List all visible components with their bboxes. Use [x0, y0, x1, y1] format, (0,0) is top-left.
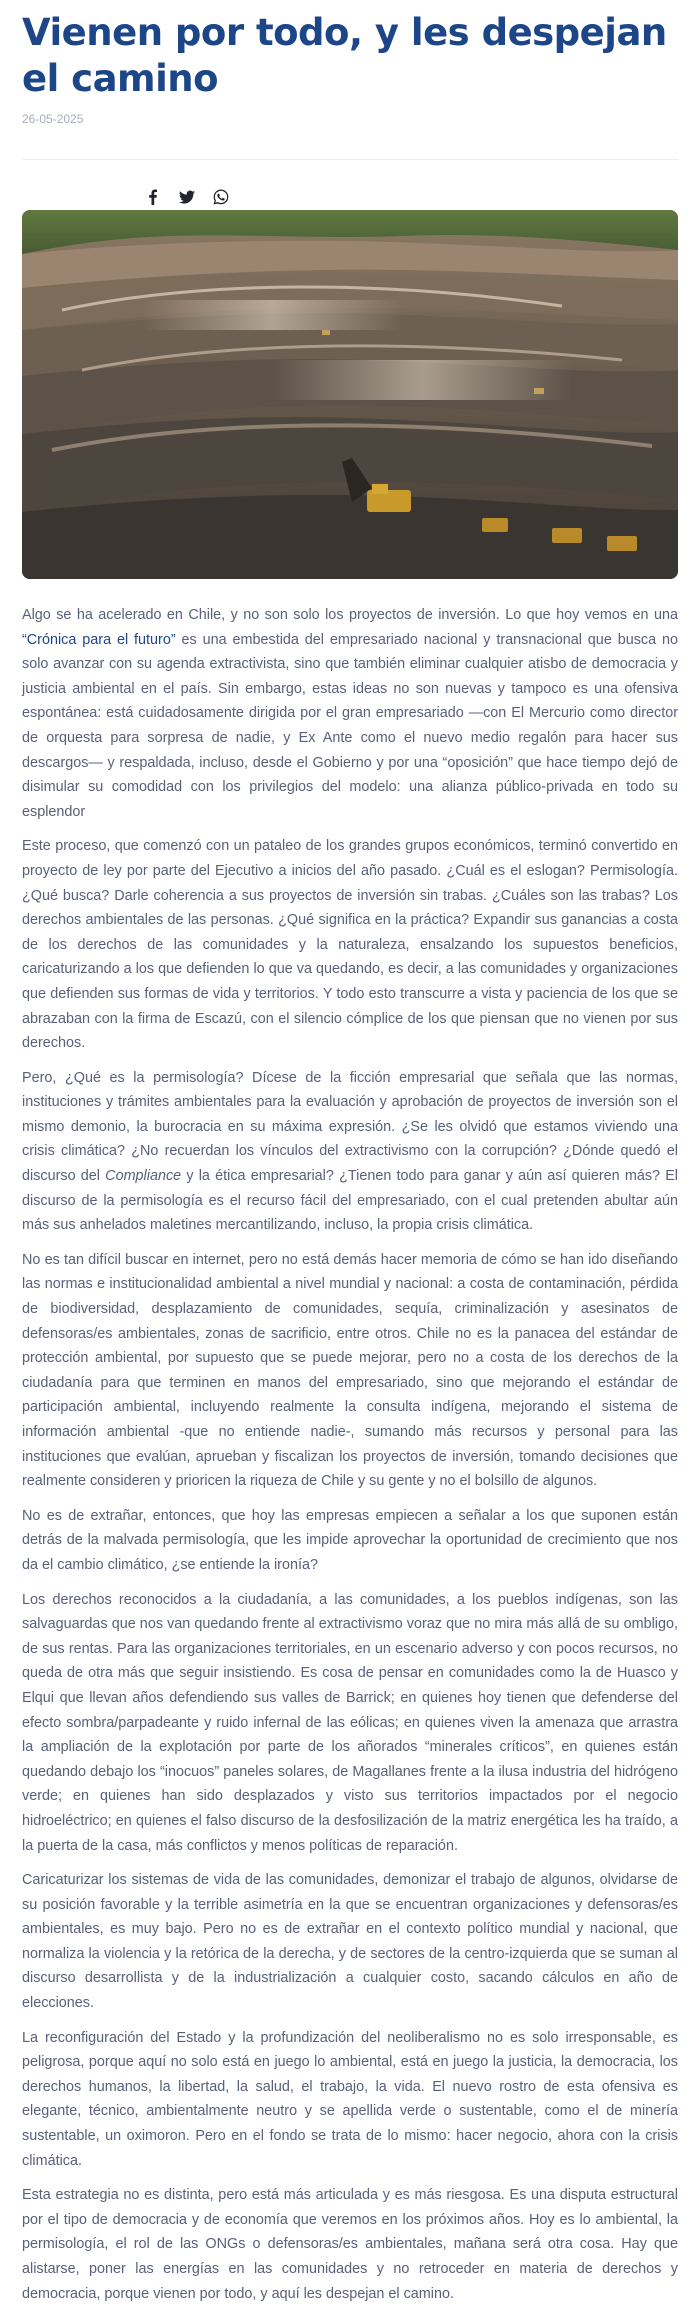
paragraph: Este proceso, que comenzó con un pataleo de los grandes grupos económicos, terminó convertido en proyecto de ley por parte del Ejecutivo a inicios del año pasado. ¿Cuál es el eslogan? Permisología. ¿Qué busca? Darle coherencia a sus proyectos de inversión sin trabas. ¿Cuáles son las trabas? Los derechos ambientales de las personas. ¿Qué significa en la práctica? Expandir sus ganancias a costa de los derechos de las comunidades y la naturaleza, ensalzando los supuestos beneficios, caricaturizando a los que defienden lo que va quedando, es decir, a las comunidades y organizaciones que defienden sus formas de vida y territorios. Y todo esto transcurre a vista y paciencia de los que se abrazaban con la firma de Escazú, con el silencio cómplice de los que piensan que no vienen por sus derechos. [22, 838, 678, 1052]
article-date: 26-05-2025 [22, 112, 84, 126]
paragraph: La reconfiguración del Estado y la profundización del neoliberalismo no es solo irresponsable, es peligrosa, porque aquí no solo está en juego lo ambiental, está en juego la justicia, la democracia, los derechos humanos, la libertad, la salud, el trabajo, la vida. El nuevo rostro de esta ofensiva es elegante, técnico, ambientalmente neutro y se apellida verde o sustentable, como el de minería sustentable, un oximoron. Pero en el fondo se trata de lo mismo: hacer negocio, ahora con la crisis climática. [22, 2029, 678, 2169]
paragraph: Algo se ha acelerado en Chile, y no son solo los proyectos de inversión. Lo que hoy vemos en una “Crónica para el futuro” es una embestida del empresariado nacional y transnacional que busca no solo avanzar con su agenda extractivista, sino que también eliminar cualquier atisbo de democracia y justicia ambiental en el país. Sin embargo, estas ideas no son nuevas y tampoco es una ofensiva espontánea: está cuidadosamente dirigida por el gran empresariado —con El Mercurio como director de orquesta para sorpresa de nadie, y Ex Ante como el nuevo medio regalón para hacer sus descargos— y respaldada, incluso, desde el Gobierno y por una “oposición” que hace tiempo dejó de disimular su comodidad con los privilegios del modelo: una alianza público-privada en todo su esplendor [22, 607, 678, 820]
whatsapp-icon[interactable] [213, 189, 229, 205]
hero-image [22, 210, 678, 579]
twitter-icon[interactable] [179, 189, 195, 205]
paragraph: No es tan difícil buscar en internet, pero no está demás hacer memoria de cómo se han ido diseñando las normas e institucionalidad ambiental a nivel mundial y nacional: a costa de contaminación, pérdida de biodiversidad, desplazamiento de comunidades, sequía, criminalización y asesinatos de defensoras/es ambientales, zonas de sacrificio, entre otros. Chile no es la panacea del estándar de protección ambiental, por supuesto que se puede mejorar, pero no a costa de los derechos de la ciudadanía para que terminen en manos del empresariado, sino que mejorando el estándar de participación ambiental, incluyendo realmente la consulta indígena, mejorando el sistema de información ambiental -que no entiende nadie-, sumando más recursos y personal para las instituciones que evalúan, aprueban y fiscalizan los proyectos de inversión, tomando decisiones que realmente consideren y prioricen la riqueza de Chile y su gente y no el bolsillo de algunos. [22, 1251, 678, 1490]
paragraph: Caricaturizar los sistemas de vida de las comunidades, demonizar el trabajo de algunos, olvidarse de su posición favorable y la terrible asimetría en la que se encuentran organizaciones y defensoras/es ambientales, es muy bajo. Pero no es de extrañar en el contexto político mundial y nacional, que normaliza la violencia y la retórica de la derecha, y de sectores de la centro-izquierda que se suman al discurso desarrollista y de la industrialización a cualquier costo, sacando cálculos en año de elecciones. [22, 1872, 678, 2012]
facebook-icon[interactable] [145, 189, 161, 205]
paragraph: No es de extrañar, entonces, que hoy las empresas empiecen a señalar a los que suponen están detrás de la malvada permisología, que les impide aprovechar la oportunidad de crecimiento que nos da el cambio climático, ¿se entiende la ironía? [22, 1507, 678, 1573]
share-bar [145, 188, 229, 206]
paragraph: Esta estrategia no es distinta, pero está más articulada y es más riesgosa. Es una disputa estructural por el tipo de democracia y de economía que veremos en los próximos años. Hoy es lo ambiental, la permisología, el rol de las ONGs o defensoras/es ambientales, mañana será otra cosa. Hay que alistarse, poner las energías en las comunidades y no retroceder en materia de derechos y democracia, porque vienen por todo, y aquí les despejan el camino. [22, 2187, 678, 2302]
paragraph: Pero, ¿Qué es la permisología? Dícese de la ficción empresarial que señala que las normas, instituciones y trámites ambientales para la evaluación y aprobación de proyectos de inversión son el mismo demonio, la burocracia en su máxima expresión. ¿Se les olvidó que estamos viviendo una crisis climática? ¿No recuerdan los vínculos del extractivismo con la corrupción? ¿Dónde quedó el discurso del Compliance y la ética empresarial? ¿Tienen todo para ganar y aún así quieren más? El discurso de la permisología es el recurso fácil del empresariado, con el cual pretenden abultar aún más sus anhelados maletines mercantilizando, incluso, la propia crisis climática. [22, 1069, 679, 1234]
article-body [22, 603, 678, 2316]
header-divider [22, 159, 678, 160]
cronica-link[interactable]: “Crónica para el futuro” [22, 631, 176, 648]
paragraph: Los derechos reconocidos a la ciudadanía, a las comunidades, a los pueblos indígenas, son las salvaguardas que nos van quedando frente al extractivismo voraz que no mira más allá de su ombligo, de sus rentas. Para las organizaciones territoriales, en un escenario adverso y con pocos recursos, no queda de otra más que seguir insistiendo. Es cosa de pensar en comunidades como la de Huasco y Elqui que llevan años defendiendo sus valles de Barrick; en quienes hoy tienen que defenderse del efecto sombra/parpadeante y ruido infernal de las eólicas; en quienes viven la amenaza que arrastra la ampliación de la explotación por parte de los añorados “minerales críticos”, en quienes están quedando debajo los “inocuos” paneles solares, de Magallanes frente a la ilusa industria del hidrógeno verde; en quienes han sido desplazados y visto sus territorios impactados por el negocio hidroeléctrico; en quienes el falso discurso de la desfosilización de la matriz energética les ha traído, a la puerta de la casa, más conflictos y menos políticas de reparación. [22, 1591, 678, 1854]
compliance-term: Compliance [105, 1168, 182, 1185]
article-title: Vienen por todo, y les despejan el camino [22, 11, 667, 100]
